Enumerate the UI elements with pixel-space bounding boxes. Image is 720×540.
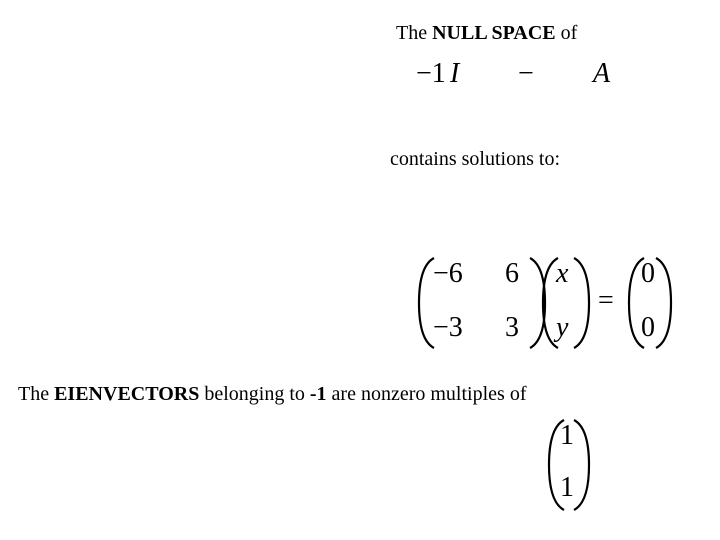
eigenvectors-term: EIENVECTORS bbox=[54, 383, 200, 405]
matrix-cell-r2c2: 3 bbox=[505, 312, 519, 343]
eigvec-bottom: 1 bbox=[560, 472, 574, 503]
caption3-post: are nonzero multiples of bbox=[326, 383, 527, 405]
rhs-value-top: 0 bbox=[641, 258, 655, 289]
expr-identity: I bbox=[450, 58, 460, 89]
matrix-cell-r2c1: −3 bbox=[433, 312, 463, 343]
caption3-pre: The bbox=[18, 383, 55, 405]
eigvec-right-paren bbox=[572, 418, 592, 512]
expr-matrix-a: A bbox=[593, 58, 611, 89]
eigenvectors-caption bbox=[18, 383, 526, 406]
matrix-cell-r1c1: −6 bbox=[433, 258, 463, 289]
rhs-right-paren bbox=[654, 256, 674, 350]
equals-sign: = bbox=[598, 285, 614, 316]
var-x: x bbox=[556, 258, 569, 289]
vars-right-paren bbox=[572, 256, 592, 350]
solutions-caption: contains solutions to: bbox=[390, 148, 560, 170]
expr-minus: − bbox=[518, 58, 534, 89]
null-space-term: NULL SPACE bbox=[432, 22, 556, 44]
caption-post: of bbox=[555, 22, 578, 44]
caption3-mid: belonging to bbox=[199, 383, 310, 405]
null-space-caption bbox=[396, 22, 577, 45]
matrix-cell-r1c2: 6 bbox=[505, 258, 519, 289]
eigvec-top: 1 bbox=[560, 420, 574, 451]
var-y: y bbox=[556, 312, 569, 343]
eigenvalue-term: -1 bbox=[309, 383, 327, 405]
caption-pre: The bbox=[396, 22, 433, 44]
expr-coeff: −1 bbox=[416, 58, 446, 89]
rhs-value-bottom: 0 bbox=[641, 312, 655, 343]
